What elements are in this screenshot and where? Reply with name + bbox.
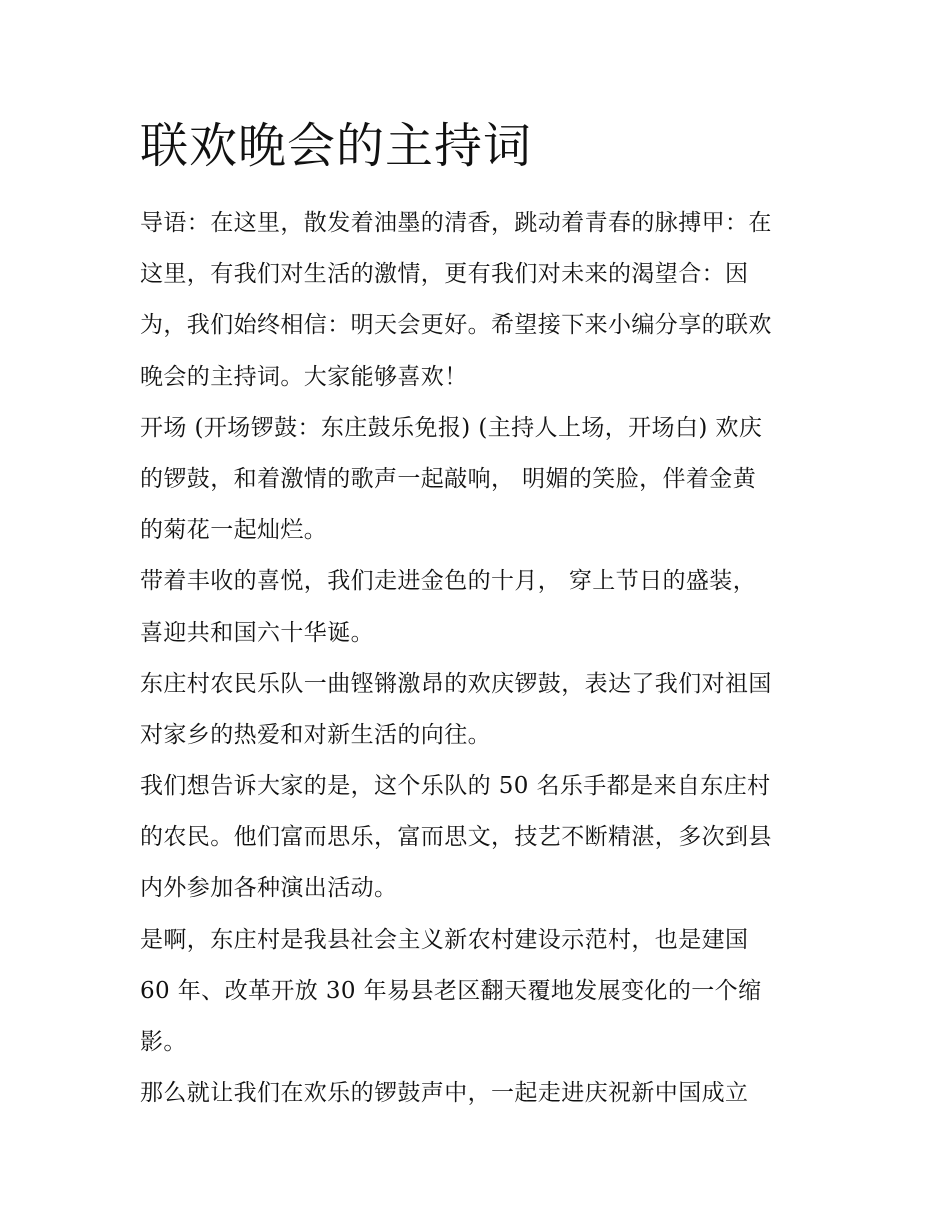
document-body bbox=[140, 198, 830, 1119]
text-line: 那么就让我们在欢乐的锣鼓声中，一起走进庆祝新中国成立 bbox=[140, 1080, 749, 1107]
paragraph-village bbox=[140, 915, 830, 1069]
text-line: 影。 bbox=[140, 1029, 187, 1055]
paragraph-musicians bbox=[140, 761, 830, 915]
document-title: 联欢晚会的主持词 bbox=[140, 118, 533, 174]
text-line: 为，我们始终相信：明天会更好。希望接下来小编分享的联欢 bbox=[140, 312, 772, 339]
text-line: 这里，有我们对生活的激情，更有我们对未来的渴望合：因 bbox=[140, 261, 749, 288]
text-line: 对家乡的热爱和对新生活的向往。 bbox=[140, 721, 491, 748]
paragraph-harvest bbox=[140, 556, 830, 658]
text-line: 的菊花一起灿烂。 bbox=[140, 517, 328, 544]
text-line: 我们想告诉大家的是，这个乐队的 50 名乐手都是来自东庄村 bbox=[140, 773, 771, 800]
text-line: 开场 (开场锣鼓：东庄鼓乐免报) (主持人上场，开场白) 欢庆 bbox=[140, 414, 763, 441]
paragraph-band bbox=[140, 659, 830, 761]
text-line: 的锣鼓，和着激情的歌声一起敲响， 明媚的笑脸，伴着金黄 bbox=[140, 465, 757, 492]
text-line: 导语：在这里，散发着油墨的清香，跳动着青春的脉搏甲：在 bbox=[140, 210, 772, 236]
text-line: 喜迎共和国六十华诞。 bbox=[140, 619, 374, 646]
paragraph-closing bbox=[140, 1068, 830, 1119]
text-line: 晚会的主持词。大家能够喜欢！ bbox=[140, 363, 468, 390]
paragraph-intro bbox=[140, 198, 830, 403]
text-line: 内外参加各种演出活动。 bbox=[140, 875, 398, 902]
text-line: 60 年、改革开放 30 年易县老区翻天覆地发展变化的一个缩 bbox=[140, 977, 762, 1004]
text-line: 是啊，东庄村是我县社会主义新农村建设示范村，也是建国 bbox=[140, 926, 749, 953]
paragraph-opening bbox=[140, 403, 830, 557]
text-line: 的农民。他们富而思乐，富而思文，技艺不断精湛，多次到县 bbox=[140, 824, 772, 851]
text-line: 东庄村农民乐队一曲铿锵激昂的欢庆锣鼓，表达了我们对祖国 bbox=[140, 670, 772, 697]
text-line: 带着丰收的喜悦，我们走进金色的十月， 穿上节日的盛装， bbox=[140, 568, 757, 595]
